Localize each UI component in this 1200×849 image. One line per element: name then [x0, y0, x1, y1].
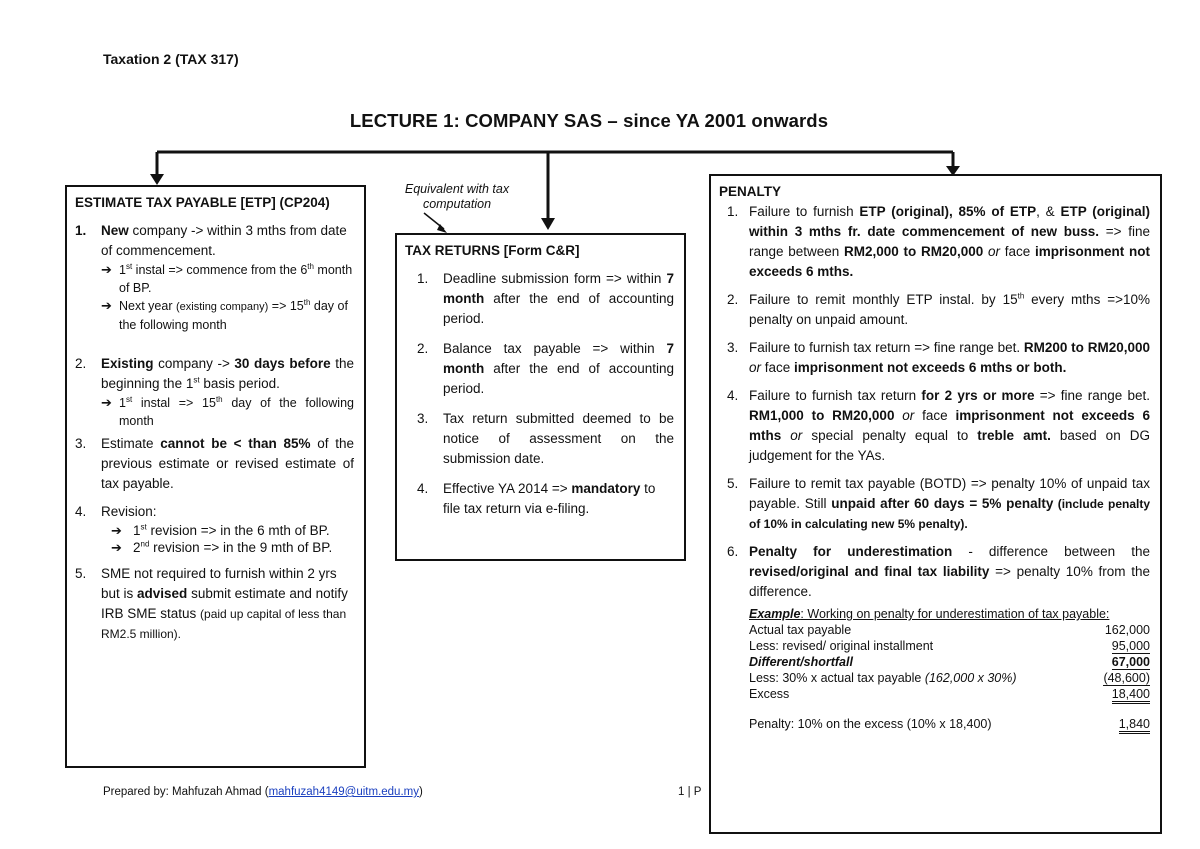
list-item: 5. Failure to remit tax payable (BOTD) => penalty 10% of unpaid tax payable. Still unpaid after 60 days = 5% penalty (include penalty of 10% in calculating new 5% penalty). — [727, 476, 1150, 531]
sub-item: ➔ 1st instal => commence from the 6th month of BP. — [101, 261, 353, 295]
arrow-head-middle — [541, 218, 555, 230]
etp-list — [75, 221, 354, 644]
example-title: Example: Working on penalty for underestimation of tax payable: — [749, 607, 1110, 621]
example-row: Less: revised/ original installment 95,000 — [749, 639, 1150, 653]
tax-returns-list — [405, 269, 674, 519]
list-item: 6. Penalty for underestimation - difference between the revised/original and final tax liability => penalty 10% from the difference. Example: Working on penalty for underestimation of tax payable: Actual tax payable 162,000 Less: revised/ original installment 95,000 Different/shortfall 67,000 Less: 30% x actual tax payable (162,000 x 30%) (48,600) Excess 18,400 Penalty: 10% on the excess (10% x 18,400) 1,840 — [719, 542, 1150, 732]
list-item: 4. Revision: ➔ 1st revision => in the 6 mth of BP. ➔ 2nd revision => in the 9 mth of BP. — [75, 502, 354, 556]
list-item: 5. SME not required to furnish within 2 yrs but is advised submit estimate and notify IRB SME status (paid up capital of less than RM2.5 million). — [75, 566, 348, 641]
list-item: 3. Failure to furnish tax return => fine range bet. RM200 to RM20,000 or face imprisonment not exceeds 6 mths or both. — [727, 340, 1150, 375]
course-title: Taxation 2 (TAX 317) — [103, 51, 239, 67]
arrow-right-icon: ➔ — [101, 395, 112, 410]
example-row: Different/shortfall 67,000 — [749, 655, 1150, 669]
email-link[interactable]: mahfuzah4149@uitm.edu.my — [268, 786, 419, 798]
sub-item: ➔ Next year (existing company) => 15th day of the following month — [101, 297, 348, 332]
page-title: LECTURE 1: COMPANY SAS – since YA 2001 onwards — [349, 110, 829, 131]
list-item: 1. New company -> within 3 mths from date of commencement. ➔ 1st instal => commence from the 6th month of BP. ➔ Next year (existing company) => 15th day of the following month — [75, 223, 353, 332]
arrow-right-icon: ➔ — [111, 540, 122, 555]
arrow-right-icon: ➔ — [101, 262, 112, 277]
penalty-example — [749, 606, 1150, 732]
example-row: Penalty: 10% on the excess (10% x 18,400) 1,840 — [749, 716, 1150, 732]
list-item: 4. Failure to furnish tax return for 2 yrs or more => fine range bet. RM1,000 to RM20,000 or face imprisonment not exceeds 6 mths or special penalty equal to treble amt. based on DG judgement for the YAs. — [727, 388, 1151, 463]
list-item: 1. Deadline submission form => within 7 month after the end of accounting period. — [417, 271, 674, 326]
list-item: 3. Estimate cannot be < than 85% of the previous estimate or revised estimate of tax payable. — [75, 436, 354, 491]
example-row: Less: 30% x actual tax payable (162,000 x 30%) (48,600) — [749, 671, 1150, 685]
list-item: 1. Failure to furnish ETP (original), 85% of ETP, & ETP (original) within 3 mths fr. date commencement of new buss. => fine range between RM2,000 to RM20,000 or face imprisonment not exceeds 6 mths. — [727, 204, 1150, 279]
list-item: 2. Existing company -> 30 days before the beginning the 1st basis period. ➔ 1st instal => 15th day of the following month — [75, 356, 354, 428]
list-item: 3. Tax return submitted deemed to be notice of assessment on the submission date. — [417, 411, 674, 466]
list-item: 2. Balance tax payable => within 7 month after the end of accounting period. — [417, 341, 674, 396]
sub-item: ➔ 1st revision => in the 6 mth of BP. — [111, 522, 330, 538]
arrow-head-left — [150, 174, 164, 185]
arrow-right-icon: ➔ — [111, 523, 122, 538]
list-item: 2. Failure to remit monthly ETP instal. by 15th every mths =>10% penalty on unpaid amount. — [727, 291, 1150, 327]
footer-prepared-by: Prepared by: Mahfuzah Ahmad (mahfuzah4149@uitm.edu.my) — [103, 786, 423, 798]
arrow-right-icon: ➔ — [101, 298, 112, 313]
penalty-box — [709, 174, 1162, 834]
list-item: 4. Effective YA 2014 => mandatory to file tax return via e-filing. — [417, 481, 656, 516]
penalty-heading: PENALTY — [719, 184, 782, 199]
annotation-equivalent: Equivalent with tax computation — [404, 182, 510, 211]
etp-box — [65, 185, 366, 768]
example-row: Actual tax payable 162,000 — [749, 623, 1150, 637]
penalty-list — [719, 202, 1150, 732]
sub-item: ➔ 1st instal => 15th day of the following month — [101, 394, 354, 428]
tax-returns-box — [395, 233, 686, 561]
etp-heading: ESTIMATE TAX PAYABLE [ETP] (CP204) — [75, 195, 330, 210]
tax-returns-heading: TAX RETURNS [Form C&R] — [405, 243, 580, 258]
sub-item: ➔ 2nd revision => in the 9 mth of BP. — [111, 539, 333, 555]
example-row: Excess 18,400 — [749, 686, 1150, 702]
footer-page-number: 1 | P — [678, 786, 702, 798]
